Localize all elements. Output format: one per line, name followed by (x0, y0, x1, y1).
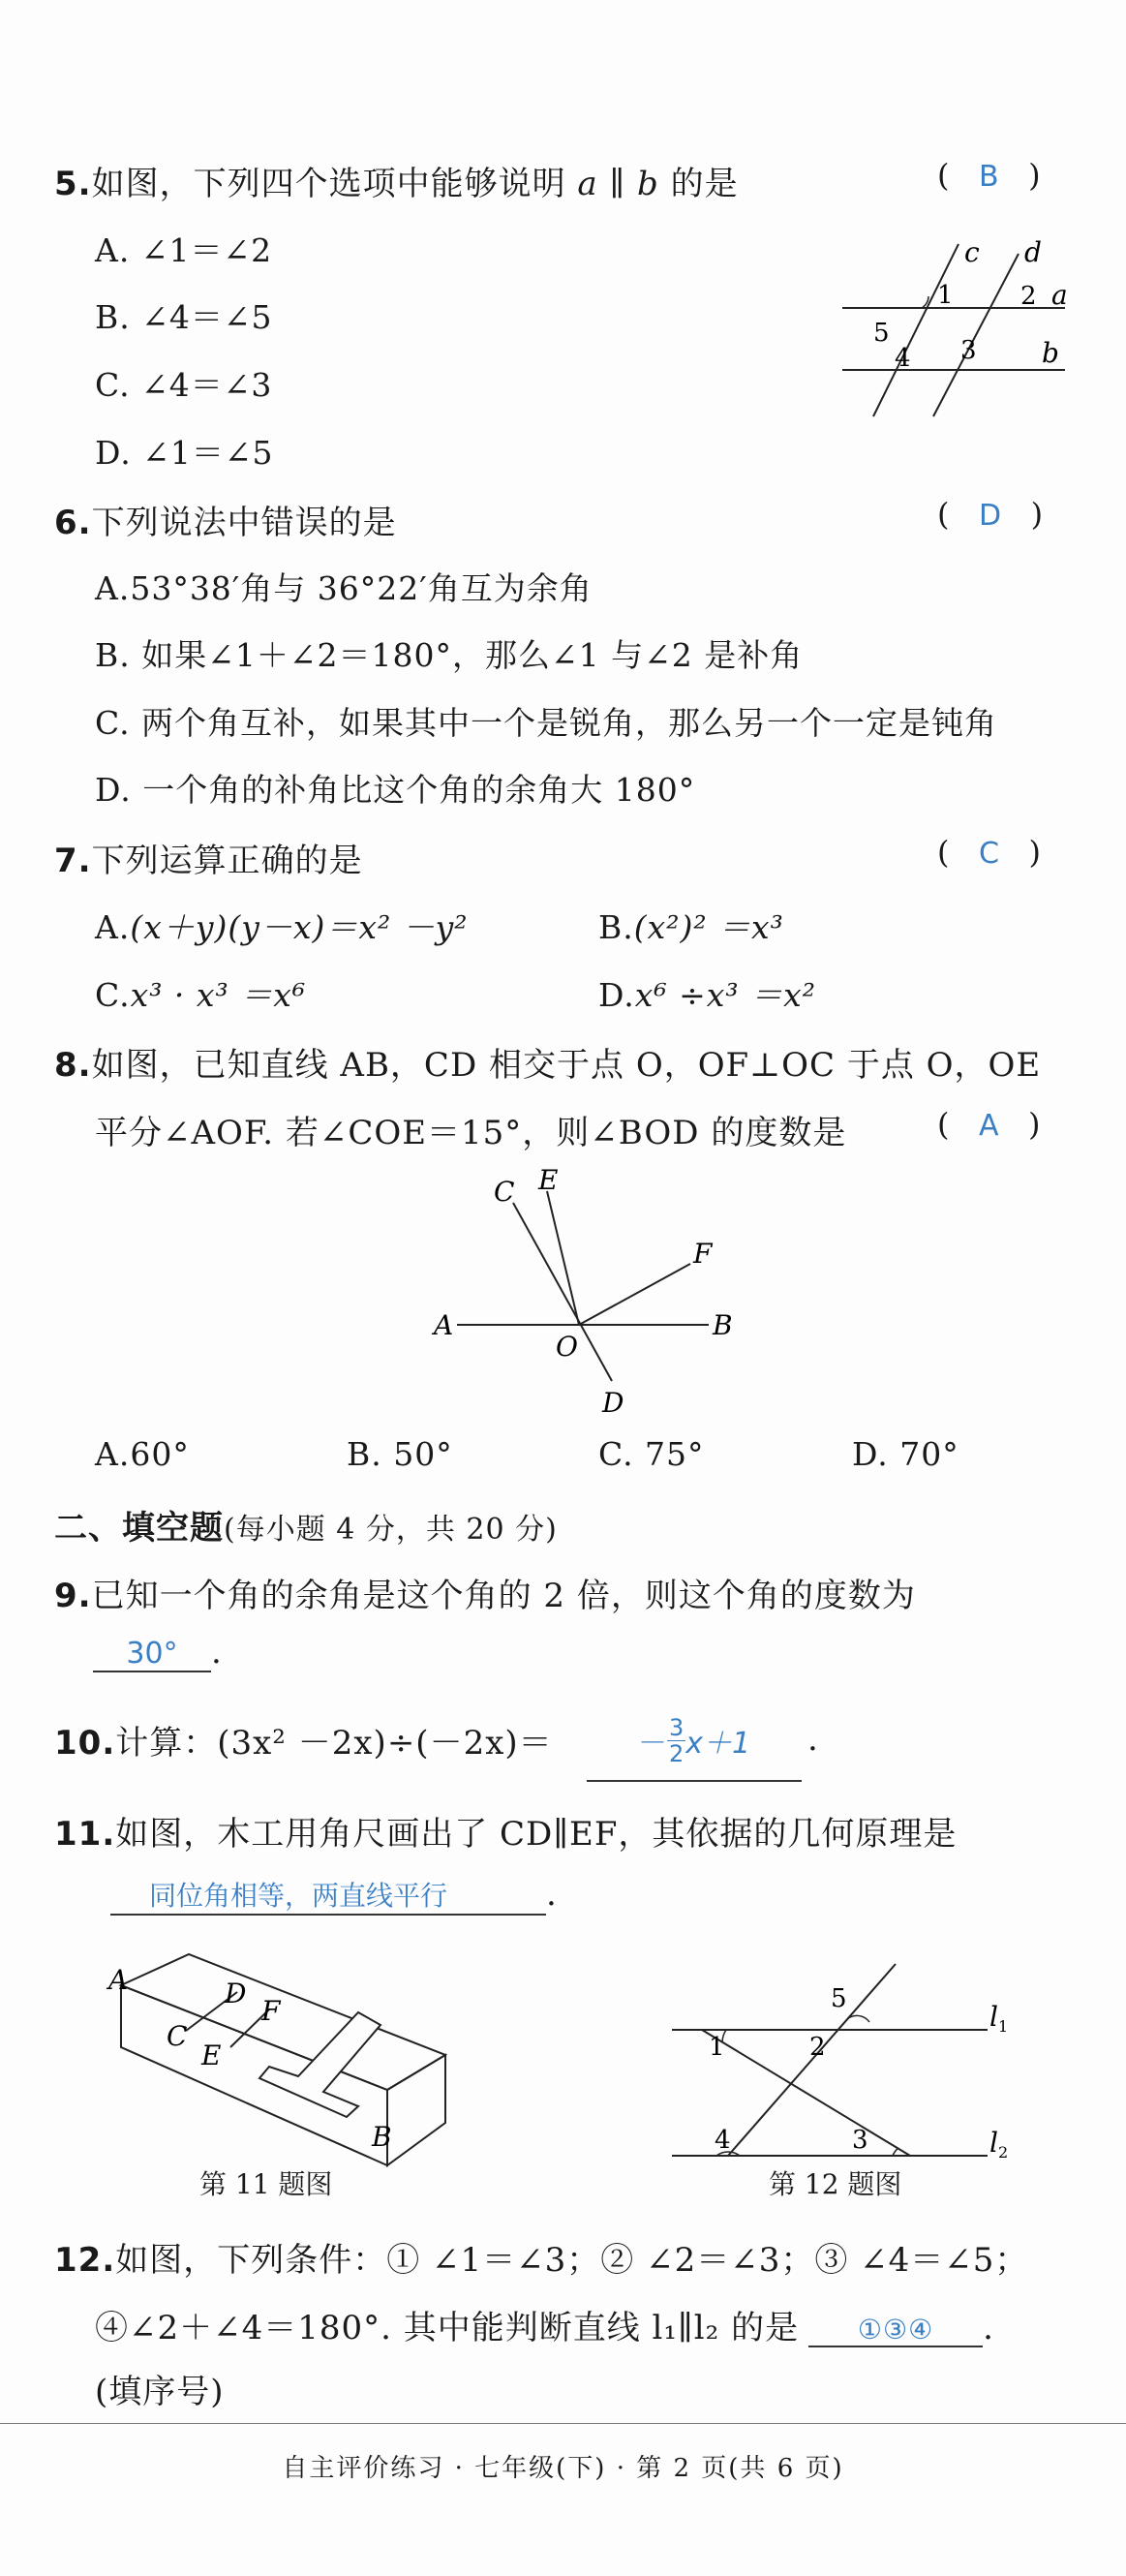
q11-figure (97, 1947, 503, 2184)
q6-stem: 6.下列说法中错误的是 (54, 504, 397, 542)
q9-answer: 30° (93, 1637, 211, 1672)
q10-stem: 10.计算：(3x² －2x)÷(－2x)＝ (54, 1724, 553, 1763)
q5-label-c: c (964, 236, 980, 268)
q5-answer: B (979, 160, 999, 194)
q5-angle-2: 2 (1020, 282, 1037, 311)
q12-label-l2: $l_2$ (989, 2127, 1009, 2162)
q8-stem-line1: 8.如图，已知直线 AB，CD 相交于点 O，OF⊥OC 于点 O，OE (54, 1046, 1042, 1085)
q12-answer: ①③④ (808, 2314, 983, 2347)
footer-text: 自主评价练习 · 七年级(下) · 第 2 页(共 6 页) (282, 2454, 844, 2483)
q12-angle-5: 5 (831, 1984, 847, 2013)
q10-period: . (807, 1720, 819, 1759)
q11-label-d: D (225, 1978, 247, 2009)
q11-stem: 11.如图，木工用角尺画出了 CD∥EF，其依据的几何原理是 (54, 1815, 958, 1854)
q12-transversal-1 (702, 2030, 910, 2156)
q8-answer: A (979, 1109, 999, 1143)
q7-option-c: C.x³ · x³ ＝x⁶ (95, 976, 307, 1014)
q12-angle-4: 4 (715, 2126, 731, 2155)
q8-ray-of (579, 1264, 690, 1325)
q5-angle-5: 5 (873, 319, 890, 348)
q8-answer-bracket: ( A ) (937, 1106, 1041, 1143)
q11-try-square (259, 2012, 380, 2117)
q10-fraction: $\frac{3}{2}$ (668, 1713, 685, 1767)
q8-option-b: B. 50° (347, 1435, 453, 1473)
q5-figure (833, 232, 1075, 426)
q6-option-b: B. 如果∠1＋∠2＝180°，那么∠1 与∠2 是补角 (95, 636, 804, 674)
q11-caption: 第 11 题图 (199, 2168, 333, 2200)
q6-answer-bracket: ( D ) (937, 496, 1044, 533)
q10-answer: － $\frac{3}{2}$ x＋1 (587, 1701, 802, 1782)
q11-label-a: A (108, 1964, 129, 1996)
q7-option-d: D.x⁶ ÷x³ ＝x² (598, 976, 816, 1014)
q8-label-d: D (602, 1387, 624, 1419)
q11-blank-row: 同位角相等，两直线平行 . (110, 1875, 558, 1916)
q12-angle-1: 1 (709, 2033, 725, 2062)
q8-label-b: B (713, 1309, 733, 1341)
q5-angle-4: 4 (895, 344, 911, 373)
q5-option-c: C. ∠4＝∠3 (95, 366, 273, 404)
q8-label-o: O (556, 1331, 578, 1363)
q12-angle-3: 3 (852, 2126, 868, 2155)
q11-label-f: F (261, 1995, 281, 2027)
q7-answer: C (979, 837, 999, 871)
q11-block-side (387, 2055, 445, 2165)
q5-option-b: B. ∠4＝∠5 (95, 298, 273, 336)
q8-label-f: F (693, 1238, 713, 1270)
q5-line-d (933, 254, 1019, 416)
q8-option-c: C. 75° (598, 1435, 705, 1473)
q12-stem-line1: 12.如图，下列条件：① ∠1＝∠3；② ∠2＝∠3；③ ∠4＝∠5； (54, 2241, 1029, 2280)
q5-option-d: D. ∠1＝∠5 (95, 434, 274, 472)
q5-angle-1: 1 (937, 281, 954, 310)
q5-label-d: d (1024, 236, 1042, 268)
q5-option-a: A. ∠1＝∠2 (95, 231, 273, 269)
q11-label-b: B (372, 2121, 392, 2153)
q6-answer: D (979, 499, 1002, 533)
q12-fill-hint: (填序号) (95, 2373, 225, 2411)
q9-stem: 9.已知一个角的余角是这个角的 2 倍，则这个角的度数为 (54, 1577, 916, 1615)
q7-answer-bracket: ( C ) (937, 834, 1041, 871)
q8-label-e: E (538, 1164, 559, 1196)
q5-stem: 5.如图，下列四个选项中能够说明 a ∥ b 的是 (54, 165, 739, 203)
q6-option-a: A.53°38′角与 36°22′角互为余角 (95, 569, 593, 607)
q9-blank-row: 30° . (93, 1633, 223, 1672)
q5-label-a: a (1051, 279, 1068, 311)
q8-label-a: A (434, 1309, 454, 1341)
q8-ray-oe (547, 1191, 579, 1325)
q12-caption: 第 12 题图 (769, 2168, 902, 2200)
footer-rule (0, 2423, 1126, 2424)
q11-block-front (121, 1985, 387, 2165)
q6-option-d: D. 一个角的补角比这个角的余角大 180° (95, 771, 696, 809)
q7-stem: 7.下列运算正确的是 (54, 842, 363, 880)
q6-option-c: C. 两个角互补，如果其中一个是锐角，那么另一个一定是钝角 (95, 704, 998, 742)
section-2-heading (54, 1501, 558, 1549)
q11-answer: 同位角相等，两直线平行 (110, 1875, 546, 1916)
q11-label-c: C (167, 2020, 188, 2052)
q5-answer-bracket: ( B ) (937, 157, 1041, 194)
q8-label-c: C (494, 1176, 515, 1208)
q12-figure (658, 1947, 1026, 2179)
section-2-title: 二、填空题 (54, 1509, 224, 1548)
q8-option-a: A.60° (95, 1435, 190, 1473)
q12-angle-2: 2 (809, 2033, 826, 2062)
q11-label-e: E (201, 2039, 222, 2071)
section-2-note: (每小题 4 分，共 20 分) (224, 1513, 558, 1547)
q8-stem-line2: 平分∠AOF. 若∠COE＝15°，则∠BOD 的度数是 (95, 1114, 847, 1152)
q5-angle-3: 3 (960, 336, 977, 365)
q5-label-b: b (1042, 337, 1059, 369)
q8-option-d: D. 70° (852, 1435, 959, 1473)
q12-label-l1: $l_1$ (989, 2001, 1009, 2036)
q8-figure (416, 1162, 746, 1424)
q7-option-a: A.(x＋y)(y－x)＝x² －y² (95, 908, 469, 946)
q7-option-b: B.(x²)² ＝x³ (598, 908, 784, 946)
q12-stem-line2: ④∠2＋∠4＝180°. 其中能判断直线 l₁∥l₂ 的是 ①③④ . (95, 2309, 994, 2347)
